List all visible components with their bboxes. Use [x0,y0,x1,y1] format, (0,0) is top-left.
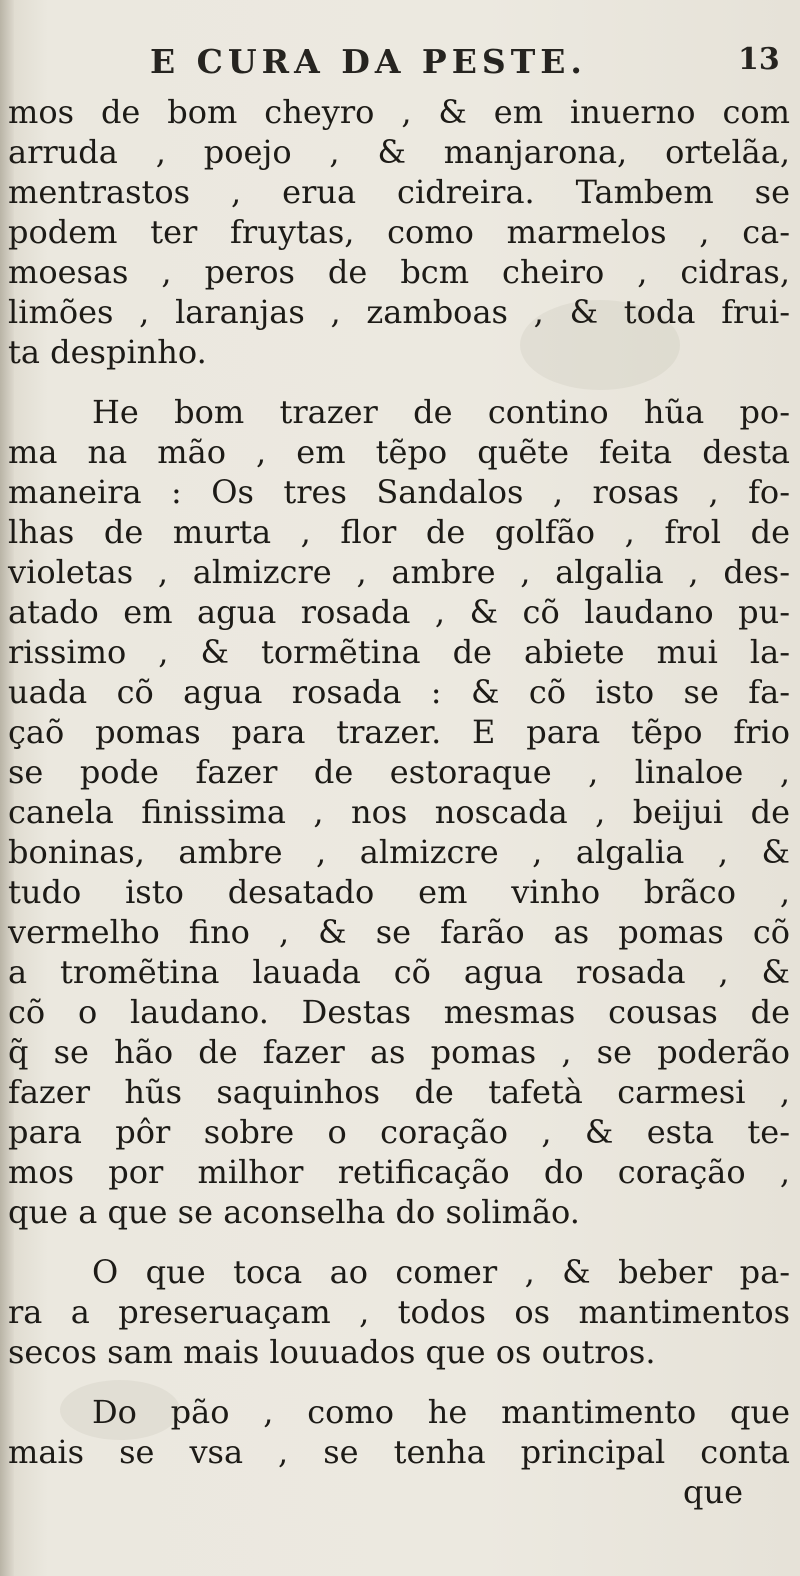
text-line: podem ter fruytas, como marmelos , ca- [8,213,790,251]
text-line: vermelho fino , & se farão as pomas cõ [8,913,790,951]
text-line: violetas , almizcre , ambre , algalia , des- [8,553,790,591]
catchword: que [683,1473,744,1511]
text-line: q̃ se hão de fazer as pomas , se poderão [8,1033,790,1071]
text-line: fazer hũs saquinhos de tafetà carmesi , [8,1073,790,1111]
text-line: arruda , poejo , & manjarona, ortelãa, [8,133,790,171]
text-line: uada cõ agua rosada : & cõ isto se fa- [8,673,790,711]
running-header [0,42,800,82]
text-line: canela finissima , nos noscada , beijui de [8,793,790,831]
text-line: O que toca ao comer , & beber pa- [92,1253,790,1291]
text-line: lhas de murta , flor de golfão , frol de [8,513,790,551]
text-line: boninas, ambre , almizcre , algalia , & [8,833,790,871]
text-line: He bom trazer de contino hũa po- [92,393,790,431]
text-line: para pôr sobre o coração , & esta te- [8,1113,790,1151]
text-line: mos de bom cheyro , & em inuerno com [8,93,790,131]
text-line: maneira : Os tres Sandalos , rosas , fo- [8,473,790,511]
text-line: mais se vsa , se tenha principal conta [8,1433,790,1471]
text-line: cõ o laudano. Destas mesmas cousas de [8,993,790,1031]
text-line: atado em agua rosada , & cõ laudano pu- [8,593,790,631]
text-line: Do pão , como he mantimento que [92,1393,790,1431]
text-line: ma na mão , em tẽpo quẽte feita desta [8,433,790,471]
text-line: rissimo , & tormẽtina de abiete mui la- [8,633,790,671]
page-number: 13 [738,42,780,77]
text-line: ta despinho. [8,333,207,371]
text-line: mos por milhor retificação do coração , [8,1153,790,1191]
text-line: se pode fazer de estoraque , linaloe , [8,753,790,791]
text-line: mentrastos , erua cidreira. Tambem se [8,173,790,211]
text-line: çaõ pomas para trazer. E para tẽpo frio [8,713,790,751]
text-line: ra a preseruaçam , todos os mantimentos [8,1293,790,1331]
text-line: tudo isto desatado em vinho brãco , [8,873,790,911]
text-line: a tromẽtina lauada cõ agua rosada , & [8,953,790,991]
text-line: limões , laranjas , zamboas , & toda frui- [8,293,790,331]
text-line: que a que se aconselha do solimão. [8,1193,580,1231]
running-title: E CURA DA PESTE. [150,42,587,81]
text-line: secos sam mais louuados que os outros. [8,1333,656,1371]
text-line: moesas , peros de bcm cheiro , cidras, [8,253,790,291]
